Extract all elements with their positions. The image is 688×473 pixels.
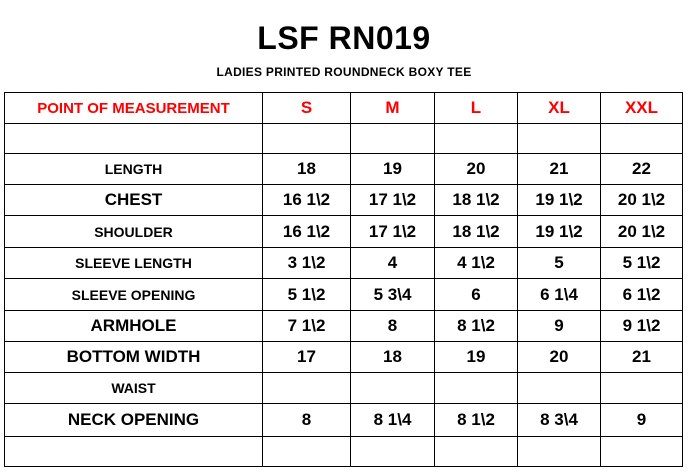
- value-cell: 22: [601, 154, 683, 185]
- row-label: BOTTOM WIDTH: [5, 342, 263, 373]
- table-row: [5, 185, 683, 216]
- row-label: WAIST: [5, 373, 263, 404]
- measurement-table: [4, 92, 683, 467]
- table-row: [5, 216, 683, 248]
- value-cell: 20 1\2: [601, 185, 683, 216]
- value-cell: [518, 373, 601, 404]
- header-size-s: S: [263, 93, 351, 124]
- table-row: [5, 311, 683, 342]
- value-cell: 8 1\4: [351, 404, 435, 437]
- row-label: [5, 124, 263, 154]
- value-cell: 5: [518, 248, 601, 279]
- value-cell: [435, 373, 518, 404]
- page-subtitle: LADIES PRINTED ROUNDNECK BOXY TEE: [216, 65, 472, 79]
- table-header-row: [5, 93, 683, 124]
- value-cell: 18: [351, 342, 435, 373]
- value-cell: 17 1\2: [351, 216, 435, 248]
- value-cell: 17 1\2: [351, 185, 435, 216]
- header-size-l: L: [435, 93, 518, 124]
- table-row: [5, 437, 683, 467]
- value-cell: [518, 437, 601, 467]
- header-size-xl: XL: [518, 93, 601, 124]
- value-cell: 6: [435, 279, 518, 311]
- row-label: [5, 437, 263, 467]
- header-point-of-measurement: POINT OF MEASUREMENT: [5, 93, 263, 124]
- header-size-xxl: XXL: [601, 93, 683, 124]
- value-cell: 5 1\2: [263, 279, 351, 311]
- value-cell: 9: [601, 404, 683, 437]
- value-cell: [263, 124, 351, 154]
- value-cell: 8 1\2: [435, 404, 518, 437]
- row-label: NECK OPENING: [5, 404, 263, 437]
- table-row: [5, 279, 683, 311]
- value-cell: 18 1\2: [435, 216, 518, 248]
- value-cell: [351, 373, 435, 404]
- header-size-m: M: [351, 93, 435, 124]
- value-cell: 3 1\2: [263, 248, 351, 279]
- value-cell: [435, 124, 518, 154]
- value-cell: 19 1\2: [518, 185, 601, 216]
- value-cell: 20: [435, 154, 518, 185]
- value-cell: 9 1\2: [601, 311, 683, 342]
- value-cell: 9: [518, 311, 601, 342]
- value-cell: [351, 124, 435, 154]
- table-row: [5, 342, 683, 373]
- value-cell: 19: [351, 154, 435, 185]
- table-row: [5, 124, 683, 154]
- table-row: [5, 248, 683, 279]
- table-row: [5, 404, 683, 437]
- value-cell: [435, 437, 518, 467]
- value-cell: 5 3\4: [351, 279, 435, 311]
- value-cell: 18 1\2: [435, 185, 518, 216]
- value-cell: [263, 373, 351, 404]
- value-cell: 8: [351, 311, 435, 342]
- value-cell: 17: [263, 342, 351, 373]
- value-cell: 20: [518, 342, 601, 373]
- value-cell: [601, 373, 683, 404]
- value-cell: 20 1\2: [601, 216, 683, 248]
- value-cell: 8 3\4: [518, 404, 601, 437]
- value-cell: 16 1\2: [263, 185, 351, 216]
- value-cell: [518, 124, 601, 154]
- value-cell: 4 1\2: [435, 248, 518, 279]
- value-cell: 21: [518, 154, 601, 185]
- page-title: LSF RN019: [257, 20, 431, 56]
- value-cell: 4: [351, 248, 435, 279]
- value-cell: 6 1\2: [601, 279, 683, 311]
- value-cell: 8: [263, 404, 351, 437]
- value-cell: 6 1\4: [518, 279, 601, 311]
- row-label: LENGTH: [5, 154, 263, 185]
- value-cell: [263, 437, 351, 467]
- value-cell: 16 1\2: [263, 216, 351, 248]
- value-cell: [351, 437, 435, 467]
- row-label: ARMHOLE: [5, 311, 263, 342]
- value-cell: 21: [601, 342, 683, 373]
- value-cell: [601, 124, 683, 154]
- value-cell: 18: [263, 154, 351, 185]
- table-row: [5, 154, 683, 185]
- value-cell: 5 1\2: [601, 248, 683, 279]
- row-label: CHEST: [5, 185, 263, 216]
- value-cell: 19 1\2: [518, 216, 601, 248]
- row-label: SLEEVE OPENING: [5, 279, 263, 311]
- value-cell: [601, 437, 683, 467]
- value-cell: 7 1\2: [263, 311, 351, 342]
- value-cell: 19: [435, 342, 518, 373]
- value-cell: 8 1\2: [435, 311, 518, 342]
- row-label: SHOULDER: [5, 216, 263, 248]
- table-row: [5, 373, 683, 404]
- row-label: SLEEVE LENGTH: [5, 248, 263, 279]
